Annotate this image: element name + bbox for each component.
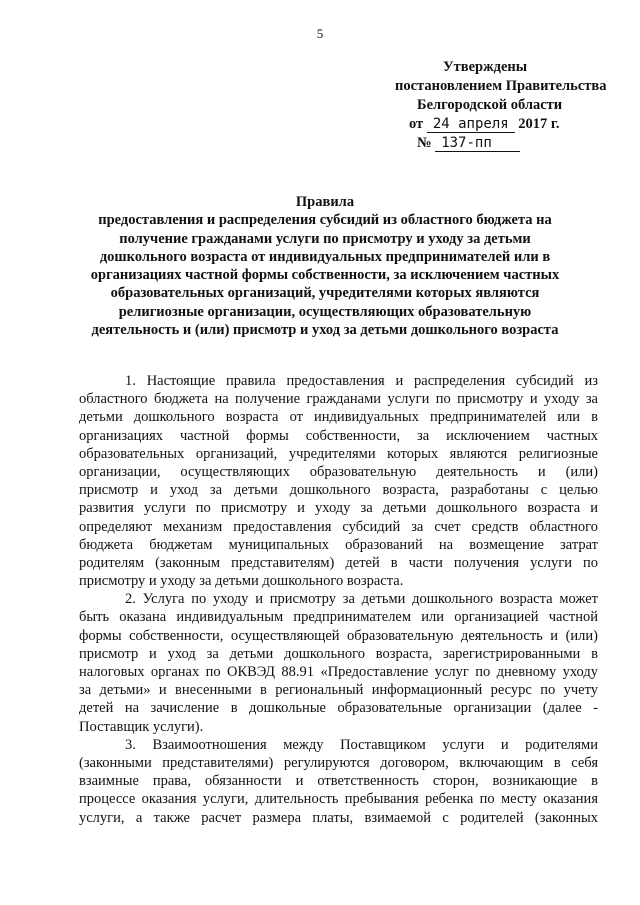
approval-date-line xyxy=(409,115,560,134)
title-line: дошкольного возраста от индивидуальных предпринимателей или в xyxy=(99,248,551,265)
approval-line-3: Белгородской области xyxy=(417,97,563,113)
body-line: развития услуги по присмотру и уходу за детьми дошкольного возраста и xyxy=(79,500,598,517)
body-line: организации, осуществляющих образовательную деятельность и (или) xyxy=(79,463,598,480)
body-line: налоговых органах по ОКВЭД 88.91 «Предоставление услуг по дневному уходу xyxy=(79,664,598,680)
title-line: религиозные организации, осуществляющих образовательную xyxy=(118,303,532,320)
page-number: 5 xyxy=(316,26,324,41)
body-line: родителям (законным представителям) детей в части получения услуги по xyxy=(79,554,598,571)
body-line: (законными представителями) регулируются договором, включающим в себя xyxy=(79,754,598,771)
body-line: организациях частной формы собственности, за исключением частных xyxy=(79,427,598,444)
approval-number-handwritten: 137-пп xyxy=(435,135,520,152)
document-title xyxy=(80,193,570,339)
approval-date-handwritten: 24 апреля xyxy=(427,116,515,133)
body-line: определяют механизм предоставления субсидий за счет средств областного xyxy=(79,518,598,535)
title-line: деятельность и (или) присмотр и уход за детьми дошкольного возраста xyxy=(91,322,559,339)
title-line: Правила xyxy=(295,194,355,210)
approval-number-line xyxy=(417,134,520,153)
body-line: взаимные права, обязанности и ответственность сторон, возникающие в xyxy=(79,773,598,790)
body-line: детей на зачисление в дошкольные образовательные организации (далее - xyxy=(79,700,598,717)
body-line: 2. Услуга по уходу и присмотру за детьми дошкольного возраста может xyxy=(125,591,598,608)
body-line: областного бюджета на получение гражданами услуги по присмотру и уходу за xyxy=(79,391,598,408)
body-line: за детьми» и внесенными в региональный информационный ресурс по учету xyxy=(79,682,598,699)
body-line: бюджета бюджетам муниципальных образований на возмещение затрат xyxy=(79,536,598,553)
body-line: услуги, а также расчет размера платы, взимаемой с родителей (законных xyxy=(79,809,598,826)
body-line: быть оказана индивидуальным предпринимателем или организацией частной xyxy=(79,609,598,626)
title-line: образовательных организаций, учредителями которых являются xyxy=(110,285,540,302)
approval-year: 2017 г. xyxy=(518,116,560,132)
body-line: Поставщик услуги). xyxy=(79,718,204,735)
approval-line-1: Утверждены xyxy=(443,59,528,75)
approval-number-prefix: № xyxy=(417,135,432,151)
title-line: организациях частной формы собственности, за исключением частных xyxy=(90,267,560,284)
body-line: формы собственности, осуществляющей образовательную деятельность и (или) xyxy=(79,627,598,644)
body-line: присмотр и уход за детьми дошкольного возраста, зарегистрированными в xyxy=(79,645,598,662)
approval-line-2: постановлением Правительства xyxy=(395,78,607,94)
body-line: 1. Настоящие правила предоставления и распределения субсидий из xyxy=(125,373,598,389)
body-line: процессе оказания услуги, длительность пребывания ребенка по месту оказания xyxy=(79,791,598,808)
approval-date-prefix: от xyxy=(409,116,424,132)
body-line: 3. Взаимоотношения между Поставщиком услуги и родителями xyxy=(125,736,598,753)
body-line: детьми дошкольного возраста от индивидуальных предпринимателей или в xyxy=(79,409,598,426)
title-line: получение гражданами услуги по присмотру и уходу за детьми xyxy=(119,230,531,247)
body-line: присмотру и уходу за детьми дошкольного возраста. xyxy=(79,573,404,590)
document-body xyxy=(79,372,598,827)
body-line: образовательных организаций, учредителями которых являются религиозные xyxy=(79,445,598,462)
body-line: присмотр и уход за детьми дошкольного возраста, разработаны с целью xyxy=(79,482,598,499)
title-line: предоставления и распределения субсидий из областного бюджета на xyxy=(98,212,552,229)
